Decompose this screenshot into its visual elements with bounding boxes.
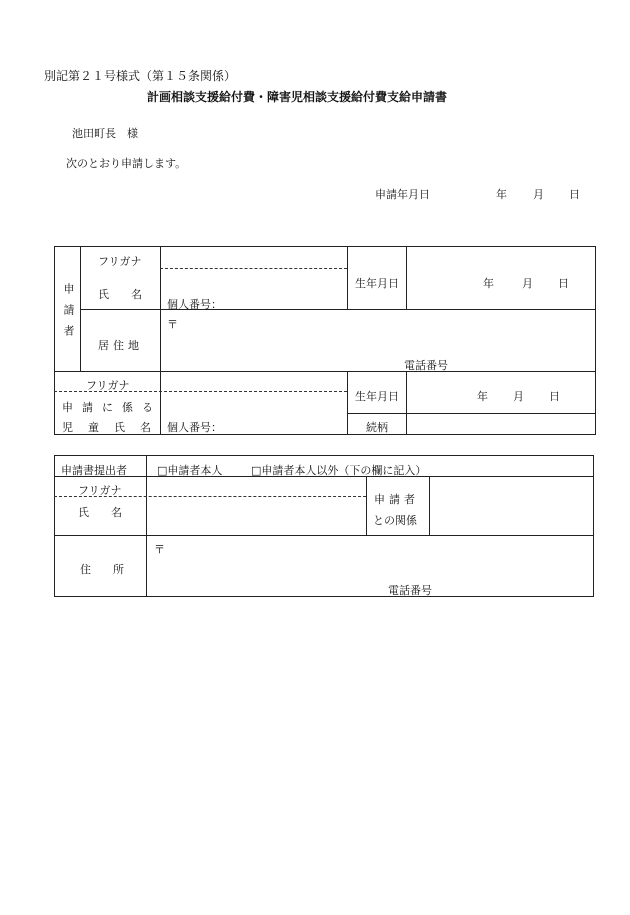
child-birth-year-label: 年: [477, 390, 488, 403]
date-year-label: 年: [496, 188, 507, 201]
submitter-phone-label: 電話番号: [388, 584, 432, 597]
relation-label-line1: 申請者: [374, 493, 419, 506]
name-label: 氏 名: [98, 288, 142, 301]
submitter-postal-mark: 〒: [154, 543, 165, 556]
submitter-name-label: 氏 名: [78, 506, 122, 519]
child-furigana-label: フリガナ: [86, 379, 130, 392]
submitter-address-label: 住 所: [80, 563, 124, 576]
option-other-than-applicant[interactable]: □申請者本人以外（下の欄に記入）: [251, 464, 427, 477]
address-label: 居住地: [98, 339, 143, 352]
child-birth-month-label: 月: [513, 390, 524, 403]
applicant-label: 申請者: [62, 283, 75, 346]
child-birth-day-label: 日: [549, 390, 560, 403]
submitter-furigana-label: フリガナ: [78, 484, 122, 497]
submitter-label: 申請書提出者: [61, 464, 127, 477]
date-month-label: 月: [533, 188, 544, 201]
option-applicant-self[interactable]: □申請者本人: [157, 464, 223, 477]
individual-number-label: 個人番号：: [167, 298, 222, 311]
phone-label: 電話番号: [404, 359, 448, 372]
relation-label-line2: との関係: [373, 514, 417, 527]
child-label-line2: 児童氏名: [62, 421, 166, 434]
birthdate-label: 生年月日: [355, 277, 399, 290]
application-date-label: 申請年月日: [375, 188, 430, 201]
child-individual-number-label: 個人番号：: [167, 421, 222, 434]
date-day-label: 日: [569, 188, 580, 201]
form-reference: 別記第２１号様式（第１５条関係）: [44, 69, 237, 83]
addressee: 池田町長 様: [72, 127, 138, 140]
birth-day-label: 日: [558, 277, 569, 290]
relationship-label: 続柄: [366, 421, 388, 434]
form-title: 計画相談支援給付費・障害児相談支援給付費支給申請書: [147, 90, 448, 104]
furigana-label: フリガナ: [98, 255, 142, 268]
child-label-line1: 申請に係る: [62, 401, 162, 414]
birth-month-label: 月: [522, 277, 533, 290]
child-birthdate-label: 生年月日: [355, 390, 399, 403]
intro-text: 次のとおり申請します。: [66, 157, 187, 170]
birth-year-label: 年: [483, 277, 494, 290]
postal-mark: 〒: [167, 318, 178, 331]
